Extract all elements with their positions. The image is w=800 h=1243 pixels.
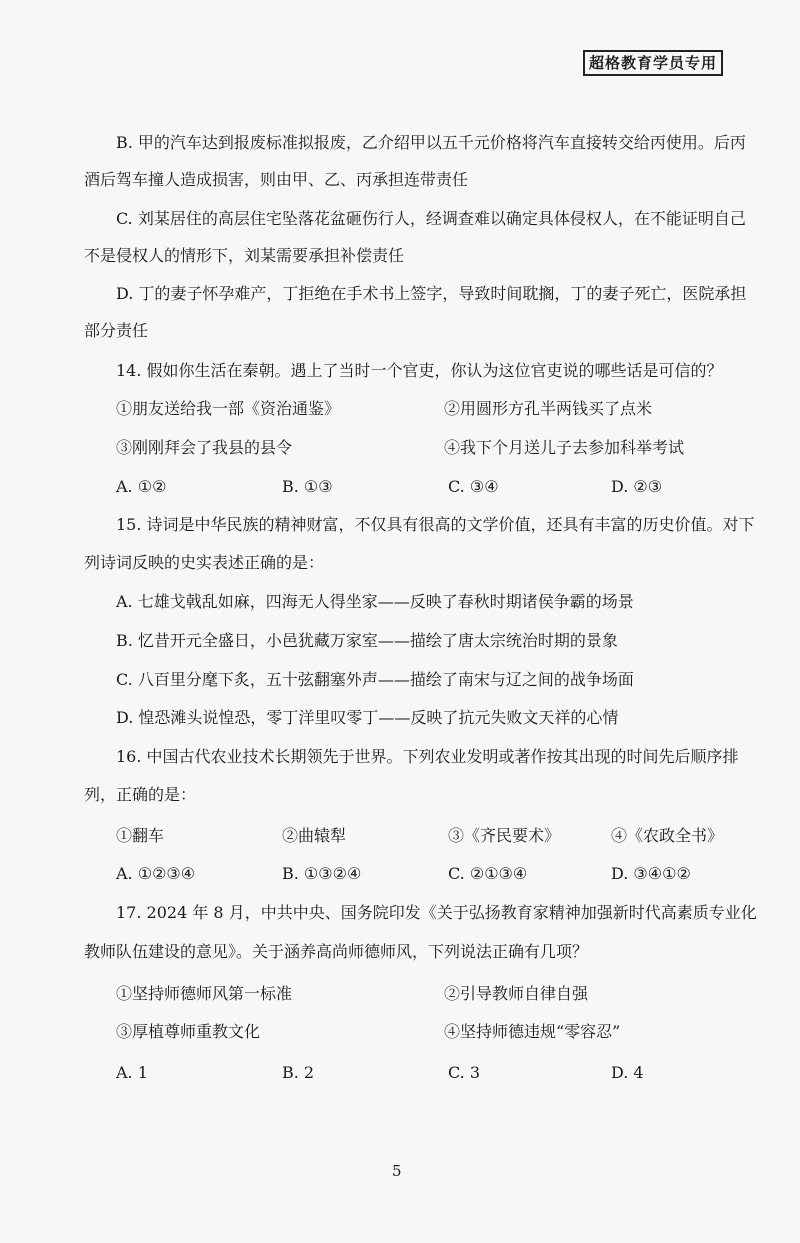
q13-option-d-line2: 部分责任: [84, 321, 149, 340]
q16-item-1: ①翻车: [116, 826, 165, 845]
q17-option-b: B. 2: [282, 1063, 315, 1082]
q16-option-a: A. ①②③④: [116, 864, 196, 883]
q14-item-3: ③刚刚拜会了我县的县令: [116, 438, 293, 457]
page-number: 5: [392, 1162, 402, 1180]
q15-stem-line2: 列诗词反映的史实表述正确的是：: [84, 553, 325, 572]
q14-stem: 14. 假如你生活在秦朝。遇上了当时一个官吏，你认为这位官吏说的哪些话是可信的？: [116, 361, 723, 380]
q13-option-b-line2: 酒后驾车撞人造成损害，则由甲、乙、丙承担连带责任: [84, 170, 469, 189]
q16-item-3: ③《齐民要术》: [448, 826, 561, 845]
q17-option-c: C. 3: [448, 1063, 481, 1082]
q15-option-c: C. 八百里分麾下炙，五十弦翻塞外声——描绘了南宋与辽之间的战争场面: [116, 670, 634, 689]
q15-option-d: D. 惶恐滩头说惶恐，零丁洋里叹零丁——反映了抗元失败文天祥的心情: [116, 708, 619, 727]
q14-item-1: ①朋友送给我一部《资治通鉴》: [116, 399, 341, 418]
q17-item-4: ④坚持师德违规“零容忍”: [444, 1022, 621, 1041]
q15-stem-line1: 15. 诗词是中华民族的精神财富，不仅具有很高的文学价值，还具有丰富的历史价值。对下: [116, 515, 755, 534]
q15-option-a: A. 七雄戈戟乱如麻，四海无人得坐家——反映了春秋时期诸侯争霸的场景: [116, 592, 634, 611]
q13-option-c-line2: 不是侵权人的情形下，刘某需要承担补偿责任: [84, 246, 405, 265]
q16-option-c: C. ②①③④: [448, 864, 528, 883]
q13-option-c-line1: C. 刘某居住的高层住宅坠落花盆砸伤行人，经调查难以确定具体侵权人，在不能证明自己: [116, 209, 746, 228]
q16-item-4: ④《农政全书》: [611, 826, 724, 845]
q14-item-2: ②用圆形方孔半两钱买了点米: [444, 399, 653, 418]
q17-item-2: ②引导教师自律自强: [444, 984, 589, 1003]
student-only-badge: 超格教育学员专用: [583, 50, 723, 76]
q16-stem-line2: 列，正确的是：: [84, 785, 197, 804]
q13-option-b-line1: B. 甲的汽车达到报废标准拟报废，乙介绍甲以五千元价格将汽车直接转交给丙使用。后丙: [116, 133, 746, 152]
q14-option-d: D. ②③: [611, 477, 663, 496]
q16-option-d: D. ③④①②: [611, 864, 691, 883]
q16-option-b: B. ①③②④: [282, 864, 362, 883]
q17-option-d: D. 4: [611, 1063, 644, 1082]
q17-stem-line2: 教师队伍建设的意见》。关于涵养高尚师德师风，下列说法正确有几项？: [84, 942, 589, 961]
q13-option-d-line1: D. 丁的妻子怀孕难产，丁拒绝在手术书上签字，导致时间耽搁，丁的妻子死亡，医院承担: [116, 284, 747, 303]
q17-stem-line1: 17. 2024 年 8 月，中共中央、国务院印发《关于弘扬教育家精神加强新时代高素质专业化: [116, 903, 757, 922]
q17-option-a: A. 1: [116, 1063, 148, 1082]
q16-stem-line1: 16. 中国古代农业技术长期领先于世界。下列农业发明或著作按其出现的时间先后顺序排: [116, 747, 739, 766]
q14-option-c: C. ③④: [448, 477, 499, 496]
q14-option-b: B. ①③: [282, 477, 333, 496]
q16-item-2: ②曲辕犁: [282, 826, 347, 845]
q14-option-a: A. ①②: [116, 477, 167, 496]
q15-option-b: B. 忆昔开元全盛日，小邑犹藏万家室——描绘了唐太宗统治时期的景象: [116, 631, 618, 650]
q17-item-1: ①坚持师德师风第一标准: [116, 984, 293, 1003]
q17-item-3: ③厚植尊师重教文化: [116, 1022, 261, 1041]
q14-item-4: ④我下个月送儿子去参加科举考试: [444, 438, 685, 457]
